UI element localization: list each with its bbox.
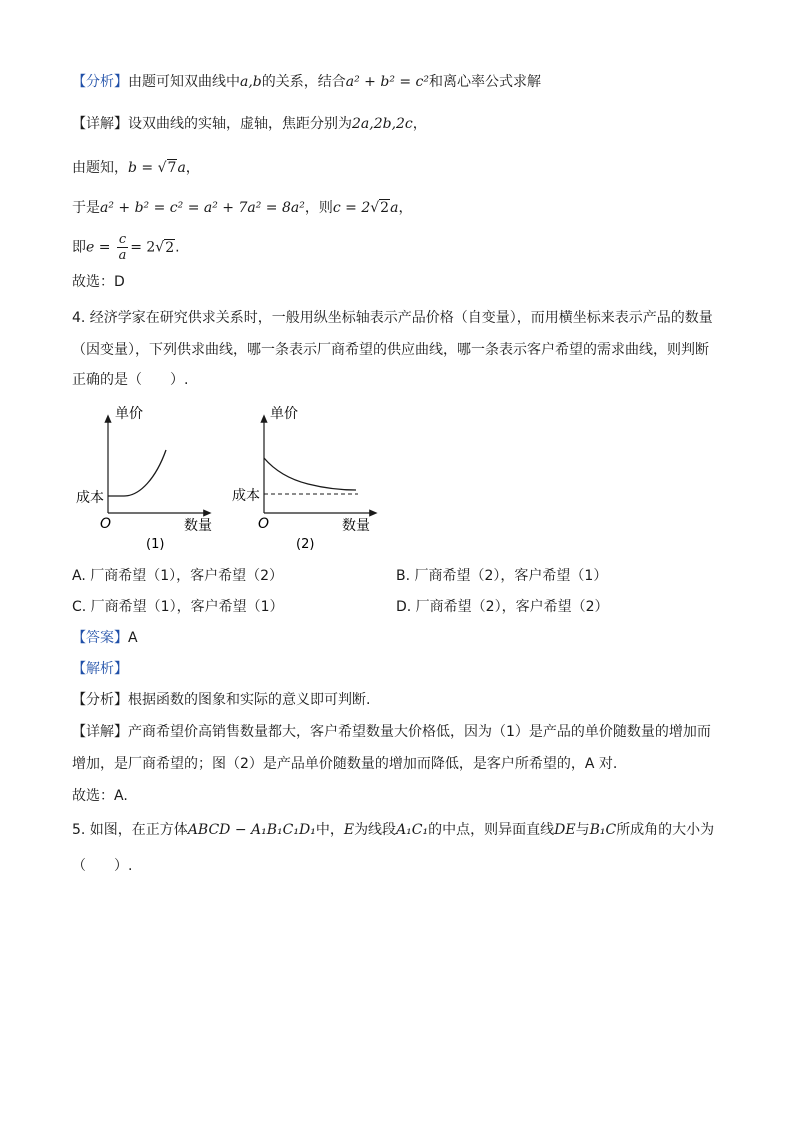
line4-pre: 于是 (72, 200, 100, 216)
analysis-formula: a² + b² = c² (345, 74, 430, 90)
fig1-xlabel: 数量 (184, 518, 212, 534)
q4-choice: 故选：A. (72, 788, 128, 804)
answer-value: A (128, 630, 138, 646)
q5-mid4: 与 (575, 822, 590, 838)
q4-analysis-line (72, 690, 370, 710)
analysis-text-pre: 由题可知双曲线中 (128, 74, 240, 90)
line3-var: a (177, 160, 186, 176)
analysis-text-mid: 的关系，结合 (261, 74, 346, 90)
q5-mid1: 中， (315, 822, 344, 838)
fig1-caption: (1) (146, 537, 165, 552)
line4-lhs: c = 2 (332, 200, 371, 216)
q5-line-b1c: B₁C (589, 822, 617, 838)
option-c: C. 厂商希望（1），客户希望（1） (72, 599, 284, 615)
analysis-text: 根据函数的图象和实际的意义即可判断. (128, 692, 371, 708)
detail-axes: 2a,2b,2c (352, 116, 413, 132)
fig2-caption: (2) (296, 537, 315, 552)
q3-line5 (72, 232, 180, 263)
line4-root: 2 (380, 200, 390, 216)
q4-stem-line3: 正确的是（ ）. (72, 372, 189, 388)
line4-mid: ，则 (304, 200, 333, 216)
line5-pre: 即 (72, 239, 86, 256)
detail-tag: 【详解】 (72, 724, 128, 740)
q3-detail-line (72, 114, 427, 134)
q3-line3 (72, 158, 200, 178)
q5-post: 所成角的大小为 (616, 822, 715, 838)
q5-line-de: DE (554, 822, 576, 838)
option-b: B. 厂商希望（2），客户希望（1） (396, 568, 608, 584)
analysis-tag: 【分析】 (72, 692, 128, 708)
fig2-origin: O (258, 516, 270, 532)
line4-eq: a² + b² = c² = a² + 7a² = 8a² (100, 200, 305, 216)
option-d: D. 厂商希望（2），客户希望（2） (396, 599, 609, 615)
figure-2-demand-curve (226, 398, 386, 558)
answer-tag: 【答案】 (72, 630, 128, 646)
supply-curve (108, 450, 166, 496)
fig1-origin: O (100, 516, 112, 532)
fraction-denominator: a (118, 248, 127, 263)
q3-line4 (72, 198, 412, 218)
q5-pre: 5. 如图，在正方体 (72, 822, 188, 838)
line5-post: . (175, 239, 180, 256)
line5-root: 2 (165, 239, 175, 256)
analysis-text-post: 和离心率公式求解 (429, 74, 542, 90)
detail-tag: 【详解】 (72, 116, 128, 132)
q5-paren: （ ）. (72, 858, 133, 874)
q3-analysis-line (72, 72, 541, 92)
fraction-c-over-a (117, 232, 128, 263)
line3-root: 7 (167, 160, 177, 176)
q4-detail-line2: 增加，是厂商希望的；图（2）是产品单价随数量的增加而降低，是客户所希望的，A 对. (72, 756, 618, 772)
q5-mid3: 的中点，则异面直线 (428, 822, 555, 838)
line3-lhs: b = (128, 160, 158, 176)
line4-post: ， (398, 200, 413, 216)
q3-choice: 故选：D (72, 274, 125, 290)
q5-segment: A₁C₁ (396, 822, 429, 838)
line5-lhs: e = (86, 239, 115, 256)
fig1-ylabel: 单价 (115, 406, 143, 422)
q4-answer-line (72, 628, 138, 648)
demand-curve (264, 458, 356, 490)
figure-1-supply-curve (68, 398, 218, 558)
q5-mid2: 为线段 (354, 822, 397, 838)
fraction-numerator: c (118, 232, 127, 247)
line3-post: ， (185, 160, 200, 176)
line5-rhs: = 2 (130, 239, 156, 256)
fig2-xlabel: 数量 (342, 518, 370, 534)
q5-point-e: E (343, 822, 355, 838)
line4-var: a (390, 200, 399, 216)
fig2-ylabel: 单价 (270, 406, 298, 422)
detail-text-post: ， (412, 116, 427, 132)
q4-stem-line1: 4. 经济学家在研究供求关系时，一般用纵坐标轴表示产品价格（自变量），而用横坐标来表示产品的数量 (72, 310, 713, 326)
detail-text-1: 产商希望价高销售数量都大，客户希望数量大价格低，因为（1）是产品的单价随数量的增加而 (128, 724, 711, 740)
sqrt-sign: √ (157, 160, 167, 176)
q5-cube: ABCD − A₁B₁C₁D₁ (187, 822, 316, 838)
q4-detail-line1 (72, 722, 711, 742)
fig1-cost-label: 成本 (76, 490, 104, 506)
sqrt-sign: √ (370, 200, 380, 216)
analysis-tag: 【分析】 (72, 74, 128, 90)
detail-text-pre: 设双曲线的实轴，虚轴，焦距分别为 (128, 116, 352, 132)
analysis-ab: a,b (240, 74, 262, 90)
option-a: A. 厂商希望（1），客户希望（2） (72, 568, 284, 584)
q5-stem-line1 (72, 820, 714, 840)
q4-jiexi-tag: 【解析】 (72, 661, 128, 677)
q4-stem-line2: （因变量），下列供求曲线，哪一条表示厂商希望的供应曲线，哪一条表示客户希望的需求曲线，则判断 (72, 342, 709, 358)
fig2-cost-label: 成本 (232, 488, 260, 504)
line3-pre: 由题知， (72, 160, 128, 176)
sqrt-sign: √ (155, 239, 165, 256)
